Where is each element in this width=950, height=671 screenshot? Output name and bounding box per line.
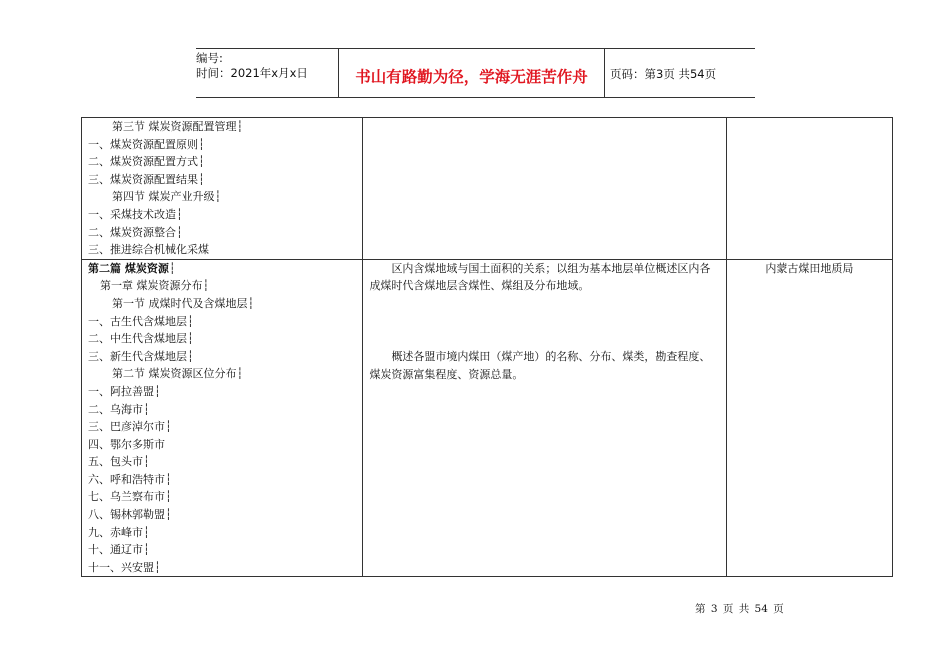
header-motto: 书山有路勤为径，学海无涯苦作舟 (355, 68, 588, 86)
description-cell (363, 118, 726, 260)
outline-chapter: 第一章 煤炭资源分布┆ (100, 279, 210, 293)
outline-item: 一、古生代含煤地层┆ (88, 314, 194, 328)
time-label: 时间：2021年x月x日 (196, 66, 308, 80)
header-meta (196, 49, 338, 81)
outline-item: 五、包头市┆ (88, 455, 150, 469)
outline-item: 一、阿拉善盟┆ (88, 384, 161, 398)
organization-cell (726, 118, 892, 260)
outline-item: 六、呼和浩特市┆ (88, 472, 172, 486)
outline-table (81, 117, 893, 577)
header-divider (604, 49, 605, 97)
outline-cell (82, 259, 363, 577)
table-row (82, 118, 893, 260)
description-cell (363, 259, 726, 577)
table-row (82, 259, 893, 577)
outline-section: 第四节 煤炭产业升级┆ (112, 190, 222, 204)
outline-item: 二、中生代含煤地层┆ (88, 332, 194, 346)
document-header (196, 48, 755, 98)
outline-item: 九、赤峰市┆ (88, 525, 150, 539)
outline-item: 四、鄂尔多斯市 (88, 437, 165, 451)
outline-item: 三、新生代含煤地层┆ (88, 349, 194, 363)
outline-cell (82, 118, 363, 260)
outline-item: 二、煤炭资源整合┆ (88, 225, 183, 239)
outline-section: 第三节 煤炭资源配置管理┆ (112, 120, 244, 133)
outline-item: 二、煤炭资源配置方式┆ (88, 155, 205, 169)
organization-cell (726, 259, 892, 577)
page-footer: 第 3 页 共 54 页 (695, 603, 784, 615)
outline-item: 一、采煤技术改造┆ (88, 207, 183, 221)
outline-item: 十一、兴安盟┆ (88, 560, 161, 574)
outline-item: 三、巴彦淖尔市┆ (88, 420, 172, 434)
outline-item: 八、锡林郭勒盟┆ (88, 508, 172, 522)
description-paragraph: 概述各盟市境内煤田（煤产地）的名称、分布、煤类，勘查程度、煤炭资源富集程度、资源总量。 (369, 349, 711, 381)
outline-part: 第二篇 煤炭资源┆ (88, 261, 176, 275)
description-paragraph: 区内含煤地域与国土面积的关系；以组为基本地层单位概述区内各成煤时代含煤地层含煤性、煤组及分布地域。 (369, 261, 711, 293)
organization-name: 内蒙古煤田地质局 (765, 261, 854, 275)
outline-section: 第二节 煤炭资源区位分布┆ (112, 367, 244, 381)
header-page-info: 页码：第3页 共54页 (610, 67, 717, 81)
outline-item: 七、乌兰察布市┆ (88, 490, 172, 504)
outline-item: 十、通辽市┆ (88, 543, 150, 557)
outline-item: 一、煤炭资源配置原则┆ (88, 137, 205, 151)
outline-item: 三、煤炭资源配置结果┆ (88, 172, 205, 186)
outline-item: 三、推进综合机械化采煤 (88, 243, 209, 257)
outline-section: 第一节 成煤时代及含煤地层┆ (112, 296, 255, 310)
outline-item: 二、乌海市┆ (88, 402, 150, 416)
serial-label: 编号: (196, 51, 223, 65)
paragraph-spacer (363, 295, 725, 348)
